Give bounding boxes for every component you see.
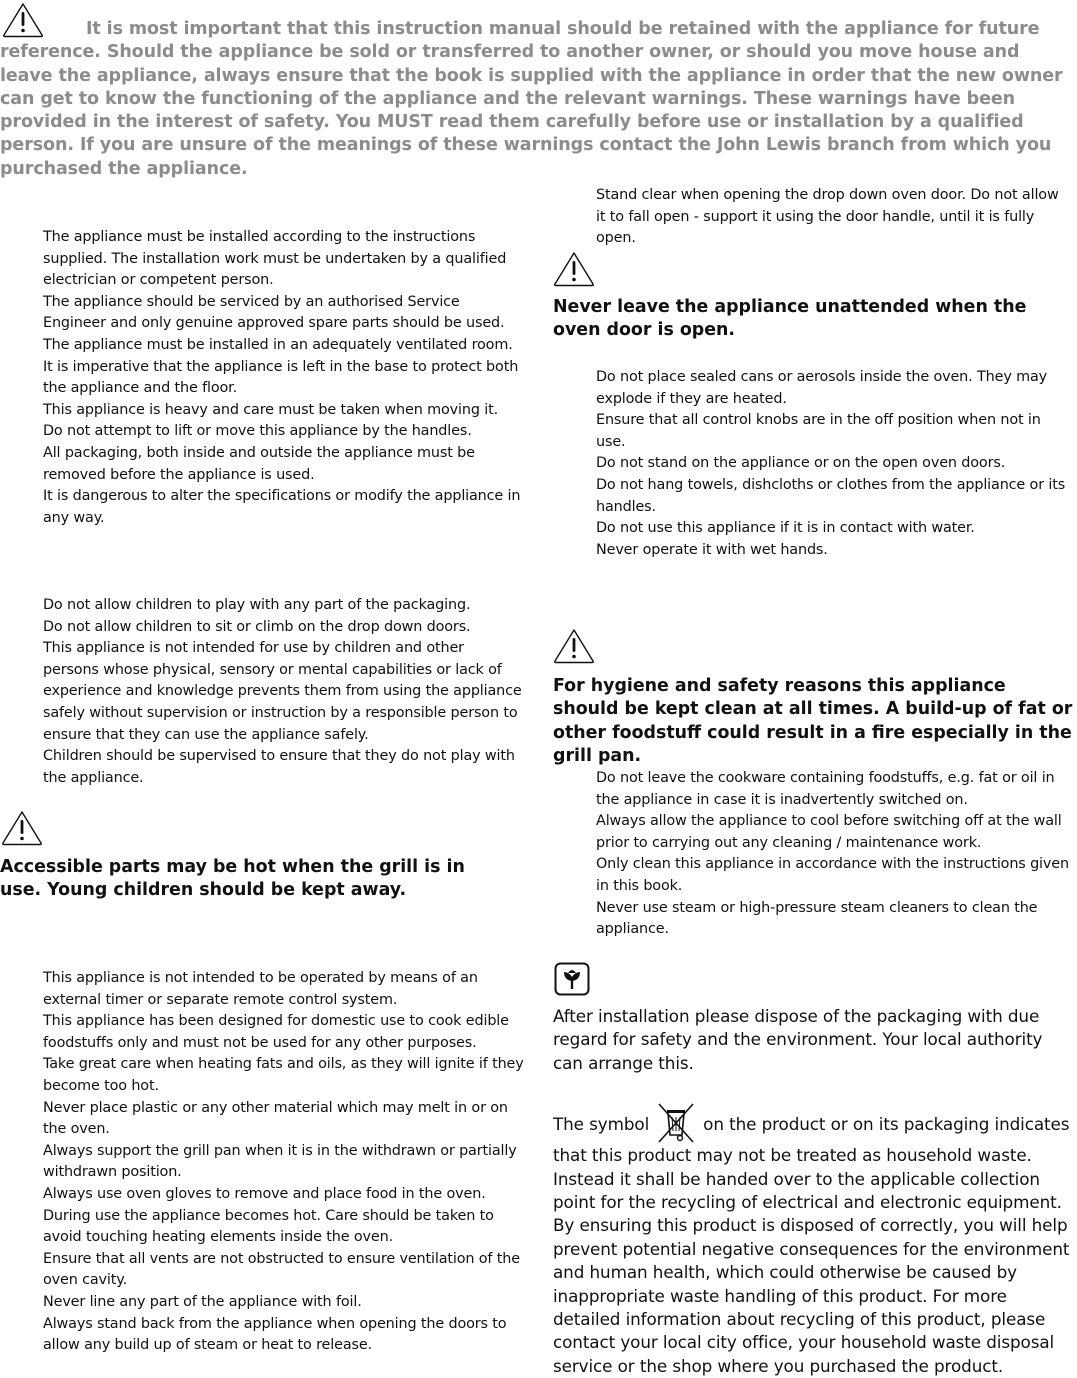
list-item: Always stand back from the appliance when opening the doors to allow any build up of steam or heat to release. (43, 1315, 507, 1354)
warning-triangle-icon (1, 810, 43, 846)
safety-list (596, 367, 1071, 561)
list-item: Do not stand on the appliance or on the open oven doors. (596, 455, 1006, 472)
use-list (43, 968, 528, 1357)
list-item: Do not allow children to sit or climb on the drop down doors. (43, 618, 471, 635)
list-item: The appliance must be installed according to the instructions supplied. The installation work must be undertaken by a qualified electrician or competent person. (43, 229, 507, 289)
list-item: Do not hang towels, dishcloths or clothes from the appliance or its handles. (596, 476, 1066, 515)
list-item: The appliance must be installed in an adequately ventilated room. (43, 336, 513, 353)
list-item: It is dangerous to alter the specifications or modify the appliance in any way. (43, 488, 521, 526)
hygiene-warning: For hygiene and safety reasons this appliance should be kept clean at all times. A build-up of fat or other foodstuff could result in a fire especially in the grill pan. (553, 676, 1073, 767)
warning-triangle-icon (553, 628, 595, 664)
environment-paragraph: After installation please dispose of the packaging with due regard for safety and the environment. Your local authority can arrange this. (553, 1006, 1043, 1073)
list-item: This appliance has been designed for domestic use to cook edible foodstuffs only and must not be used for any other purposes. (43, 1013, 509, 1051)
crossed-wheelie-bin-icon (653, 1100, 699, 1144)
list-item: Only clean this appliance in accordance with the instructions given in this book. (596, 856, 1069, 894)
installation-list (43, 227, 523, 529)
list-item: This appliance is heavy and care must be taken when moving it. (43, 401, 498, 418)
weee-text: on the product or on its packaging indicates that this product may not be treated as household waste. Instead it shall be handed over to the applicable collection point for the recycling of electrical and electronic equipment. By ensuring this product is disposed of correctly, you will help prevent potential negative consequences for the environment and human health, which could otherwise be caused by inappropriate waste handling of this product. For more detailed information about recycling of this product, please contact your local city office, your household waste disposal service or the shop where you purchased the product. (553, 1114, 1070, 1376)
list-item: Do not attempt to lift or move this appliance by the handles. (43, 423, 472, 440)
list-item: Never line any part of the appliance with foil. (43, 1293, 362, 1310)
list-item: The appliance should be serviced by an authorised Service Engineer and only genuine approved spare parts should be used. (43, 293, 505, 332)
list-item: Ensure that all vents are not obstructed to ensure ventilation of the oven cavity. (43, 1250, 520, 1289)
list-item: Stand clear when opening the drop down oven door. Do not allow it to fall open - support it using the door handle, until it is fully open. (596, 187, 1059, 247)
environment-text (553, 1005, 1075, 1378)
list-item: Never operate it with wet hands. (596, 541, 828, 558)
list-item: This appliance is not intended for use by children and other persons whose physical, sensory or mental capabilities or lack of experience and knowledge prevents them from using the appliance safely without supervision or instruction by a responsible person to ensure that they can use the appliance safely. (43, 640, 522, 743)
list-item: Always support the grill pan when it is in the withdrawn or partially withdrawn position. (43, 1142, 517, 1181)
list-item: Never place plastic or any other material which may melt in or on the oven. (43, 1099, 508, 1138)
list-item: Take great care when heating fats and oils, as they will ignite if they become too hot. (43, 1056, 524, 1094)
list-item: Children should be supervised to ensure that they do not play with the appliance. (43, 748, 515, 786)
list-item: This appliance is not intended to be operated by means of an external timer or separate remote control system. (43, 970, 478, 1008)
list-item: Do not use this appliance if it is in contact with water. (596, 520, 975, 537)
list-item: Do not allow children to play with any part of the packaging. (43, 597, 471, 613)
door-note (596, 185, 1066, 250)
weee-prefix: The symbol (553, 1114, 650, 1135)
list-item: Never use steam or high-pressure steam cleaners to clean the appliance. (596, 899, 1038, 938)
intro-paragraph: It is most important that this instruction manual should be retained with the appliance for future reference. Should the appliance be sold or transferred to another owner, or should you move house and leave the appliance, always ensure that the book is supplied with the appliance in order that the new owner can get to know the functioning of the appliance and the relevant warnings. These warnings have been provided in the interest of safety. You MUST read them carefully before use or installation by a qualified person. If you are unsure of the meanings of these warnings contact the John Lewis branch from which you purchased the appliance. (0, 19, 1063, 179)
warning-triangle-icon (553, 251, 595, 287)
list-item: It is imperative that the appliance is left in the base to protect both the appliance and the floor. (43, 358, 519, 397)
hot-parts-warning: Accessible parts may be hot when the grill is in use. Young children should be kept away. (0, 857, 465, 901)
list-item: Do not leave the cookware containing foodstuffs, e.g. fat or oil in the appliance in case it is inadvertently switched on. (596, 770, 1055, 808)
environment-flower-icon (554, 962, 590, 996)
list-item: Do not place sealed cans or aerosols inside the oven. They may explode if they are heated. (596, 369, 1048, 407)
cleaning-list (596, 768, 1072, 941)
list-item: All packaging, both inside and outside the appliance must be removed before the appliance is used. (43, 444, 475, 483)
list-item: During use the appliance becomes hot. Care should be taken to avoid touching heating elements inside the oven. (43, 1207, 494, 1246)
list-item: Ensure that all control knobs are in the off position when not in use. (596, 412, 1041, 450)
weee-paragraph (553, 1100, 1075, 1378)
children-list (43, 595, 523, 789)
unattended-warning: Never leave the appliance unattended when the oven door is open. (553, 297, 1027, 341)
list-item: Always allow the appliance to cool before switching off at the wall prior to carrying out any cleaning / maintenance work. (596, 813, 1062, 851)
list-item: Always use oven gloves to remove and place food in the oven. (43, 1185, 486, 1202)
